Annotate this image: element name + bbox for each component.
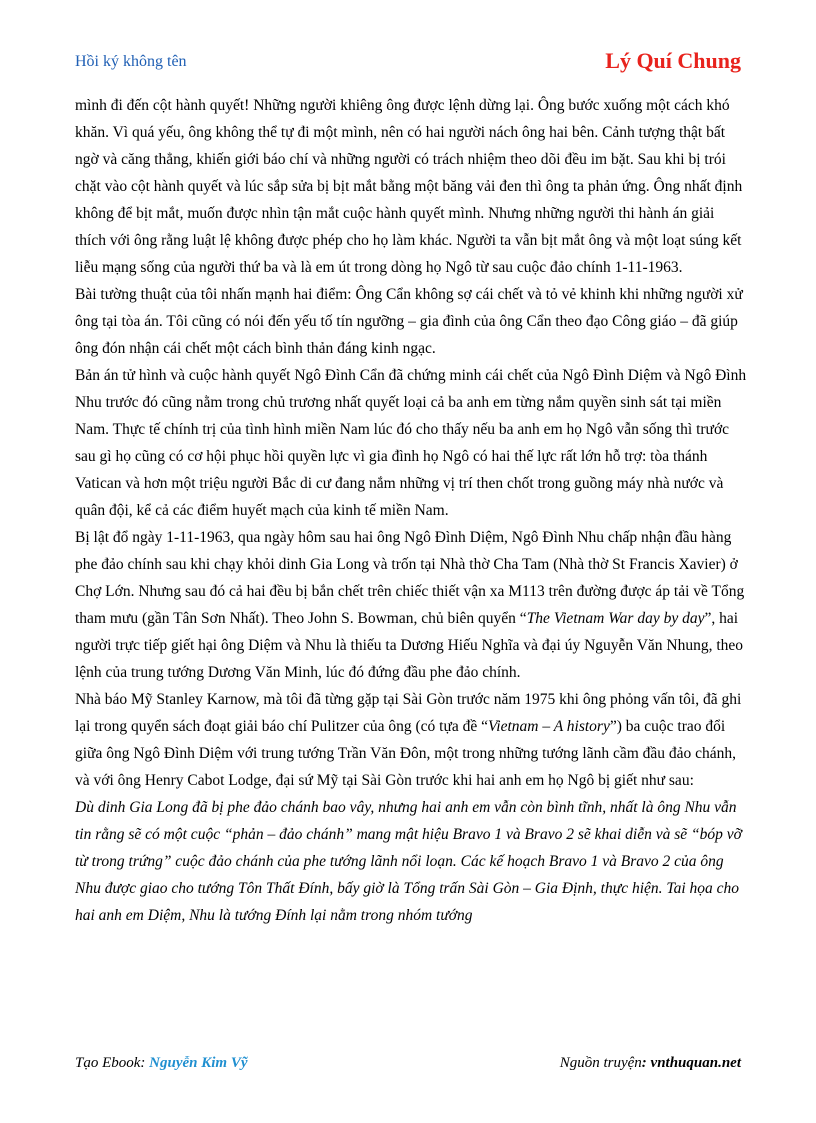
page-body — [75, 92, 747, 929]
paragraph-4-text-a: Bị lật đổ ngày 1-11-1963, qua ngày hôm sau hai ông Ngô Đình Diệm, Ngô Đình Nhu chấp nhận đầu hàng phe đảo chính sau khi chạy khỏi dinh Gia Long và trốn tại Nhà thờ Cha Tam (Nhà thờ St Francis Xavier) ở Chợ Lớn. Nhưng sau đó cả hai đều bị bắn chết trên chiếc thiết vận xa M113 trên đường được áp tải về Tổng tham mưu (gần Tân Sơn Nhất). Theo John S. Bowman, chủ biên quyển “ — [75, 529, 745, 627]
quoted-passage: Dù dinh Gia Long đã bị phe đảo chánh bao vây, nhưng hai anh em vẫn còn bình tĩnh, nhất là ông Nhu vẫn tin rằng sẽ có một cuộc “phản – đảo chánh” mang mật hiệu Bravo 1 và Bravo 2 sẽ khai diễn và sẽ “bóp vỡ từ trong trứng” cuộc đảo chánh của phe tướng lãnh nổi loạn. Các kế hoạch Bravo 1 và Bravo 2 của ông Nhu được giao cho tướng Tôn Thất Đính, bấy giờ là Tổng trấn Sài Gòn – Gia Định, thực hiện. Tai họa cho hai anh em Diệm, Nhu là tướng Đính lại nằm trong nhóm tướng — [75, 799, 742, 924]
paragraph-5-text-a: Nhà báo Mỹ Stanley Karnow, mà tôi đã từng gặp tại Sài Gòn trước năm 1975 khi ông phỏng vấn tôi, đã ghi lại trong quyển sách đoạt giải báo chí Pulitzer của ông (có tựa đề “ — [75, 691, 742, 735]
author-name: Lý Quí Chung — [605, 48, 741, 73]
paragraph-5 — [75, 686, 747, 794]
paragraph-4 — [75, 524, 747, 686]
paragraph-5-text-b: ”) ba cuộc trao đổi giữa ông Ngô Đình Diệm với trung tướng Trần Văn Đôn, một trong những tướng lãnh cầm đầu đảo chánh, và với ông Henry Cabot Lodge, đại sứ Mỹ tại Sài Gòn trước khi hai anh em họ Ngô bị giết như sau: — [75, 718, 737, 789]
ebook-colon: : — [140, 1055, 150, 1071]
paragraph-2: Bài tường thuật của tôi nhấn mạnh hai điểm: Ông Cẩn không sợ cái chết và tỏ vẻ khinh khi những người xử ông tại tòa án. Tôi cũng có nói đến yếu tố tín ngưỡng – gia đình của ông Cẩn theo đạo Công giáo – đã giúp ông đón nhận cái chết một cách bình thản đáng kinh ngạc. — [75, 286, 743, 357]
book-title-vietnam-war: The Vietnam War day by day — [526, 610, 705, 627]
source-credit — [560, 1055, 741, 1072]
ebook-creator-name: Nguyễn Kim Vỹ — [149, 1055, 248, 1071]
source-site: vnthuquan.net — [650, 1055, 741, 1071]
page-header — [75, 48, 741, 78]
paragraph-3: Bản án tử hình và cuộc hành quyết Ngô Đình Cẩn đã chứng minh cái chết của Ngô Đình Diệm và Ngô Đình Nhu trước đó cũng nằm trong chủ trương nhất quyết loại cả ba anh em từng nắm quyền sinh sát tại miền Nam. Thực tế chính trị của tình hình miền Nam lúc đó cho thấy nếu ba anh em họ Ngô vẫn sống thì trước sau gì họ cũng có cơ hội phục hồi quyền lực vì gia đình họ Ngô có hai thế lực rất lớn hỗ trợ: tòa thánh Vatican và hơn một triệu người Bắc di cư đang nắm những vị trí then chốt trong guồng máy nhà nước và quân đội, kể cả các điểm huyết mạch của kinh tế miền Nam. — [75, 367, 747, 519]
source-label: Nguồn truyện — [559, 1055, 642, 1071]
source-colon: : — [641, 1055, 651, 1071]
page-footer — [75, 1055, 741, 1077]
paragraph-1: mình đi đến cột hành quyết! Những người khiêng ông được lệnh dừng lại. Ông bước xuống một cách khó khăn. Vì quá yếu, ông không thể tự đi một mình, nên có hai người nách ông hai bên. Cảnh tượng thật bất ngờ và căng thẳng, khiến giới báo chí và những người có trách nhiệm theo dõi đều im bặt. Sau khi bị trói chặt vào cột hành quyết và lúc sắp sửa bị bịt mắt bằng một băng vải đen thì ông ta phản ứng. Ông nhất định không để bịt mắt, muốn được nhìn tận mắt cuộc hành quyết mình. Nhưng những người thi hành án giải thích với ông rằng luật lệ không được phép cho họ làm khác. Người ta vẫn bịt mắt ông và một loạt súng kết liễu mạng sống của người thứ ba và là em út trong dòng họ Ngô từ sau cuộc đảo chính 1-11-1963. — [75, 97, 743, 276]
paragraph-4-text-b: ”, hai người trực tiếp giết hại ông Diệm và Nhu là thiếu ta Dương Hiếu Nghĩa và đại úy Nguyễn Văn Nhung, theo lệnh của trung tướng Dương Văn Minh, lúc đó đứng đầu phe đảo chính. — [75, 610, 744, 681]
ebook-label: Tạo Ebook — [75, 1055, 141, 1071]
book-title-vietnam-history: Vietnam – A history — [487, 718, 610, 735]
ebook-credit — [75, 1055, 248, 1072]
book-title: Hồi ký không tên — [75, 53, 187, 70]
